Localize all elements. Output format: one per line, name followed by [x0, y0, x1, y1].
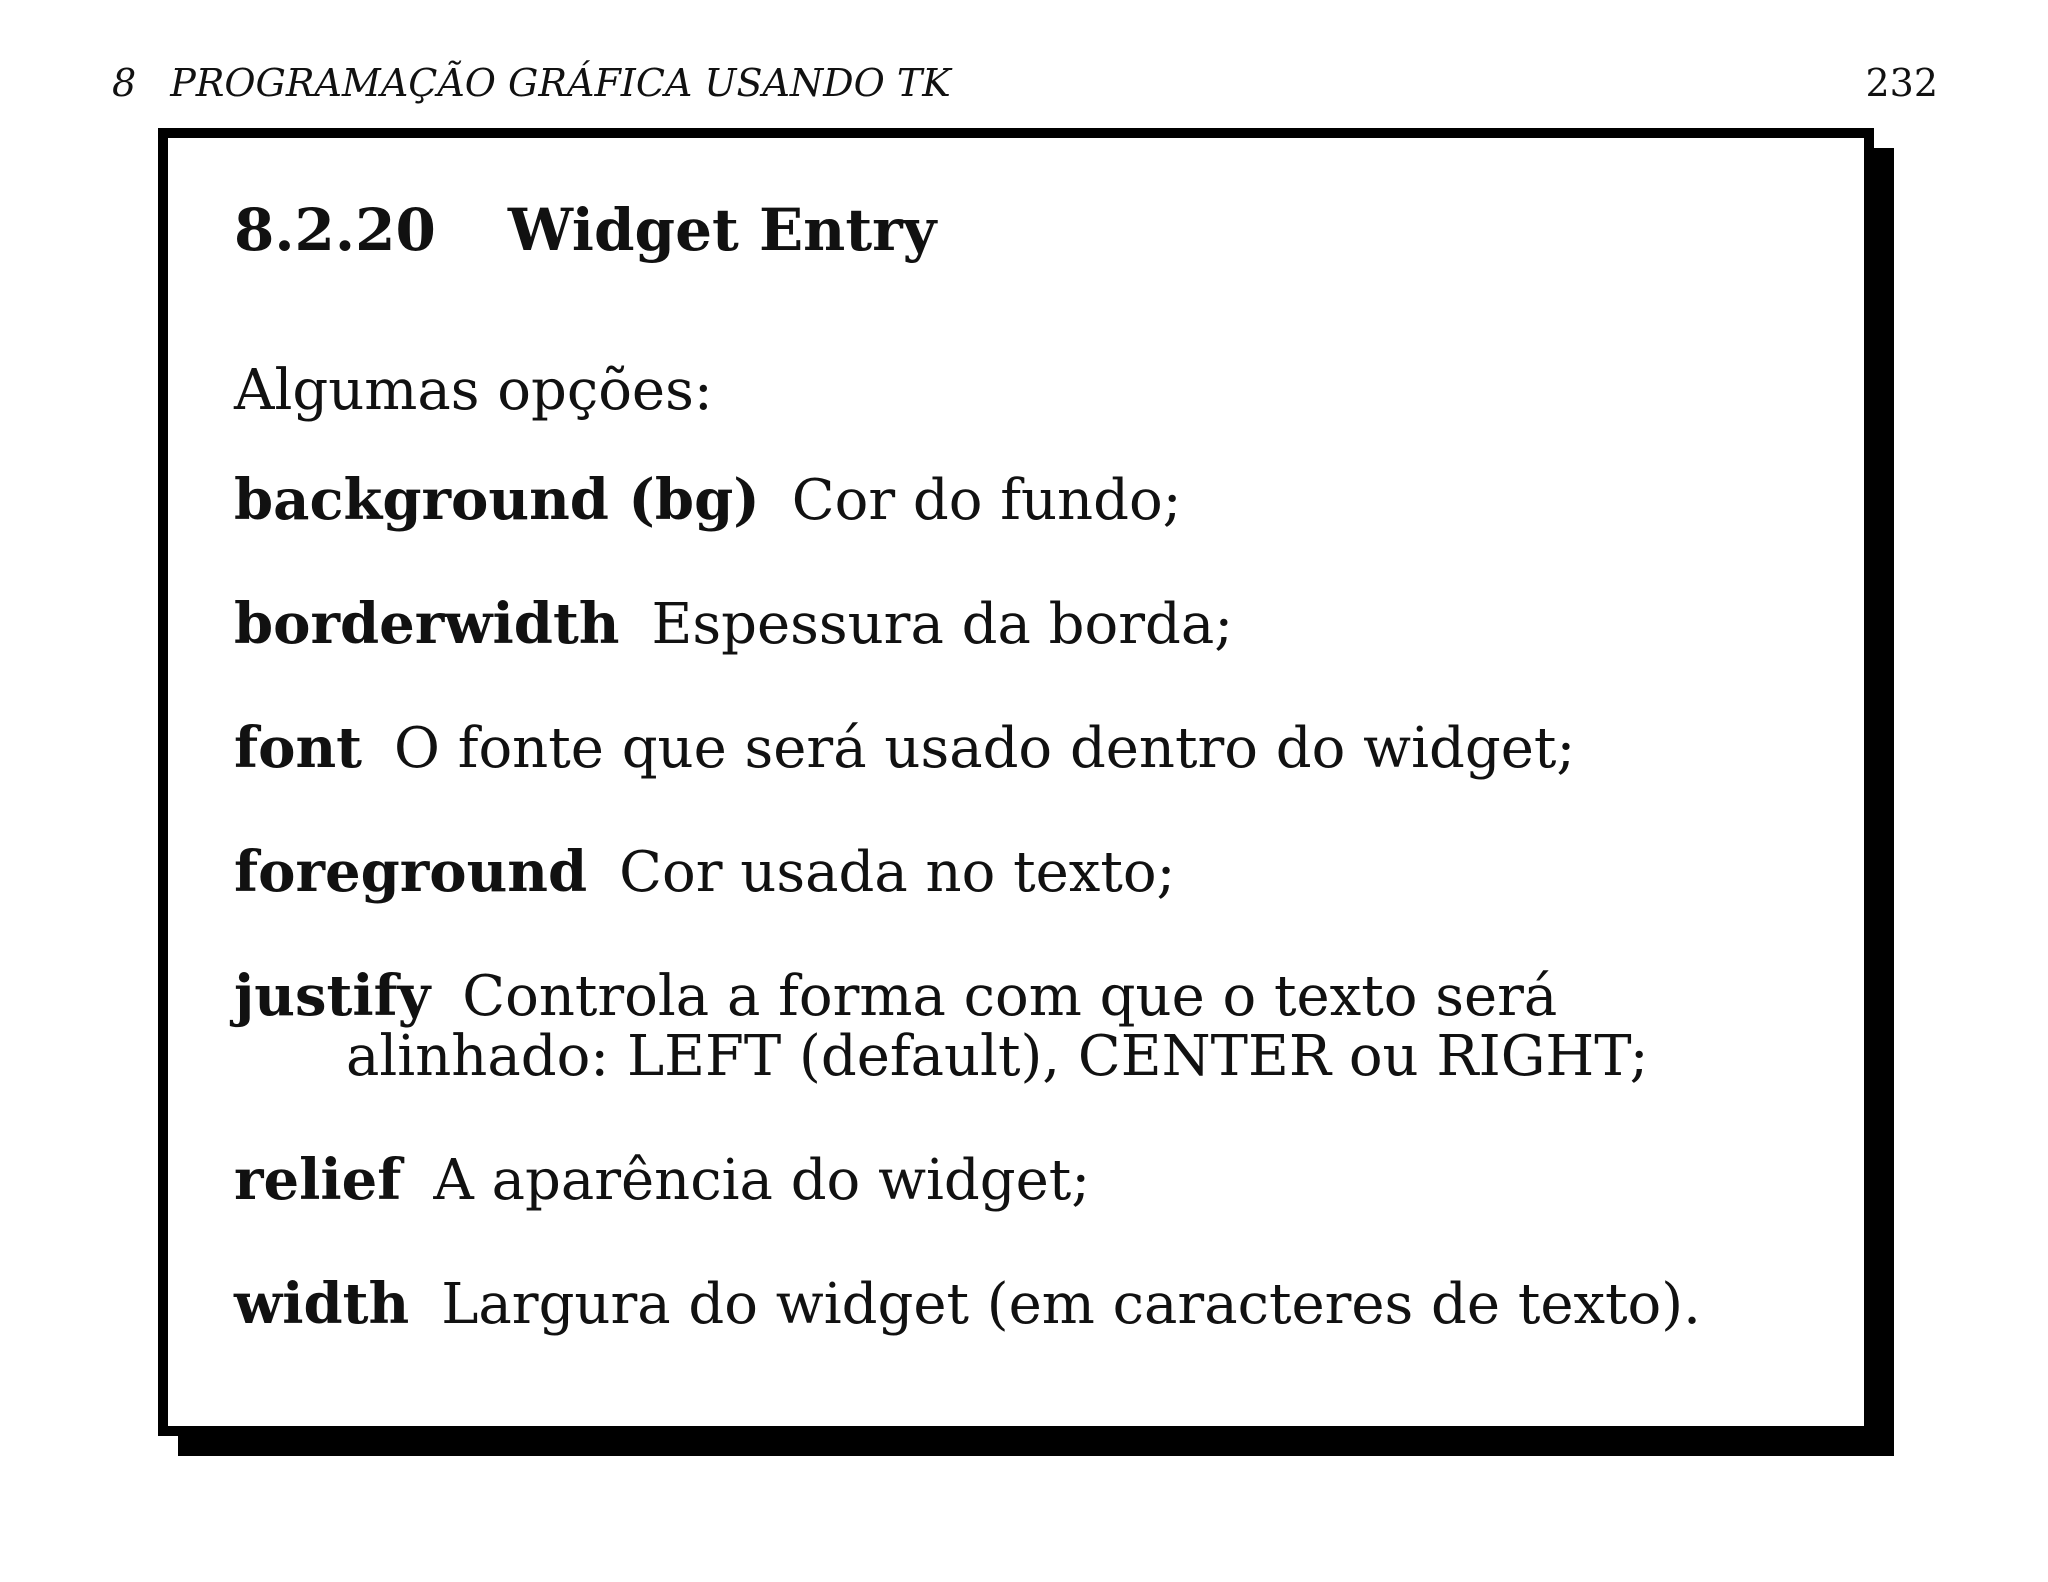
chapter-number: 8 [112, 61, 137, 105]
option-description: Controla a forma com que o texto será alinhado: LEFT (default), CENTER ou RIGHT; [346, 964, 1649, 1089]
page-number: 232 [1865, 61, 1938, 105]
option-item-width [234, 1271, 1824, 1337]
option-name: borderwidth [234, 591, 620, 657]
chapter-title: PROGRAMAÇÃO GRÁFICA USANDO TK [170, 61, 951, 105]
section-heading [234, 190, 936, 270]
option-list [234, 467, 1824, 1398]
option-name: relief [234, 1147, 402, 1213]
option-item-foreground [234, 839, 1824, 905]
option-name: font [234, 715, 363, 781]
option-item-font [234, 715, 1824, 781]
option-item-borderwidth [234, 591, 1824, 657]
chapter-heading [112, 58, 951, 108]
intro-text: Algumas opções: [234, 358, 713, 423]
option-name: width [234, 1271, 410, 1337]
option-description: O fonte que será usado dentro do widget; [394, 716, 1576, 781]
option-name: justify [234, 963, 431, 1029]
option-description: A aparência do widget; [433, 1148, 1091, 1213]
slide-frame [158, 128, 1874, 1436]
section-number: 8.2.20 [234, 196, 436, 264]
section-title: Widget Entry [507, 196, 937, 264]
option-description: Largura do widget (em caracteres de texto). [441, 1272, 1701, 1337]
option-name: foreground [234, 839, 588, 905]
option-description: Cor do fundo; [791, 468, 1182, 533]
option-item-relief [234, 1147, 1824, 1213]
option-item-justify [234, 963, 1824, 1089]
option-description: Cor usada no texto; [619, 840, 1176, 905]
option-name: background (bg) [234, 467, 760, 533]
running-header [112, 58, 1938, 108]
option-item-background [234, 467, 1824, 533]
option-description: Espessura da borda; [651, 592, 1234, 657]
